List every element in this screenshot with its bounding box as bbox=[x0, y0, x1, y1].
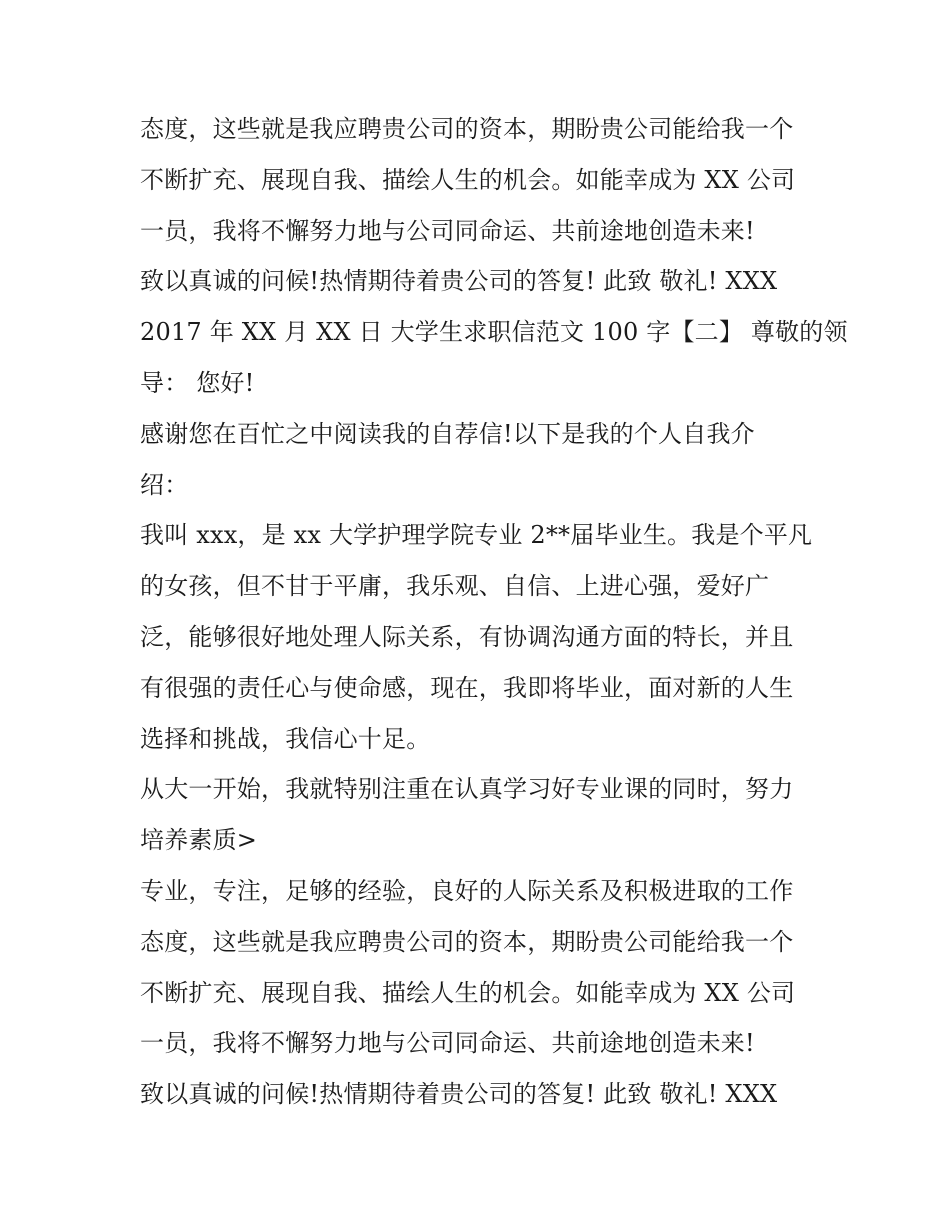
text-line: 绍： bbox=[140, 470, 189, 499]
text-line: 态度，这些就是我应聘贵公司的资本，期盼贵公司能给我一个 bbox=[140, 115, 794, 143]
text-line: 不断扩充、展现自我、描绘人生的机会。如能幸成为 XX 公司 bbox=[140, 978, 796, 1007]
text-line: 致以真诚的问候!热情期待着贵公司的答复! 此致 敬礼! XXX bbox=[140, 1080, 778, 1109]
text-line: 的女孩，但不甘于平庸，我乐观、自信、上进心强，爱好广 bbox=[140, 572, 770, 601]
text-line: 一员，我将不懈努力地与公司同命运、共前途地创造未来! bbox=[140, 216, 755, 245]
text-line: 2017 年 XX 月 XX 日 大学生求职信范文 100 字【二】 尊敬的领 bbox=[140, 318, 848, 347]
document-body bbox=[140, 104, 848, 1120]
text-line: 不断扩充、展现自我、描绘人生的机会。如能幸成为 XX 公司 bbox=[140, 165, 796, 194]
text-line: 泛，能够很好地处理人际关系，有协调沟通方面的特长，并且 bbox=[140, 622, 794, 651]
text-line: 感谢您在百忙之中阅读我的自荐信!以下是我的个人自我介 bbox=[140, 419, 755, 448]
text-line: 有很强的责任心与使命感，现在，我即将毕业，面对新的人生 bbox=[140, 673, 794, 702]
text-line: 培养素质> bbox=[140, 826, 258, 855]
text-line: 专业，专注，足够的经验，良好的人际关系及积极进取的工作 bbox=[140, 876, 794, 905]
text-line: 从大一开始，我就特别注重在认真学习好专业课的同时，努力 bbox=[140, 775, 794, 804]
text-line: 一员，我将不懈努力地与公司同命运、共前途地创造未来! bbox=[140, 1029, 755, 1058]
text-line: 我叫 xxx，是 xx 大学护理学院专业 2**届毕业生。我是个平凡 bbox=[140, 521, 813, 550]
text-line: 态度，这些就是我应聘贵公司的资本，期盼贵公司能给我一个 bbox=[140, 927, 794, 956]
text-line: 致以真诚的问候!热情期待着贵公司的答复! 此致 敬礼! XXX bbox=[140, 267, 778, 296]
text-line: 导： 您好! bbox=[140, 368, 255, 397]
text-line: 选择和挑战，我信心十足。 bbox=[140, 724, 431, 753]
